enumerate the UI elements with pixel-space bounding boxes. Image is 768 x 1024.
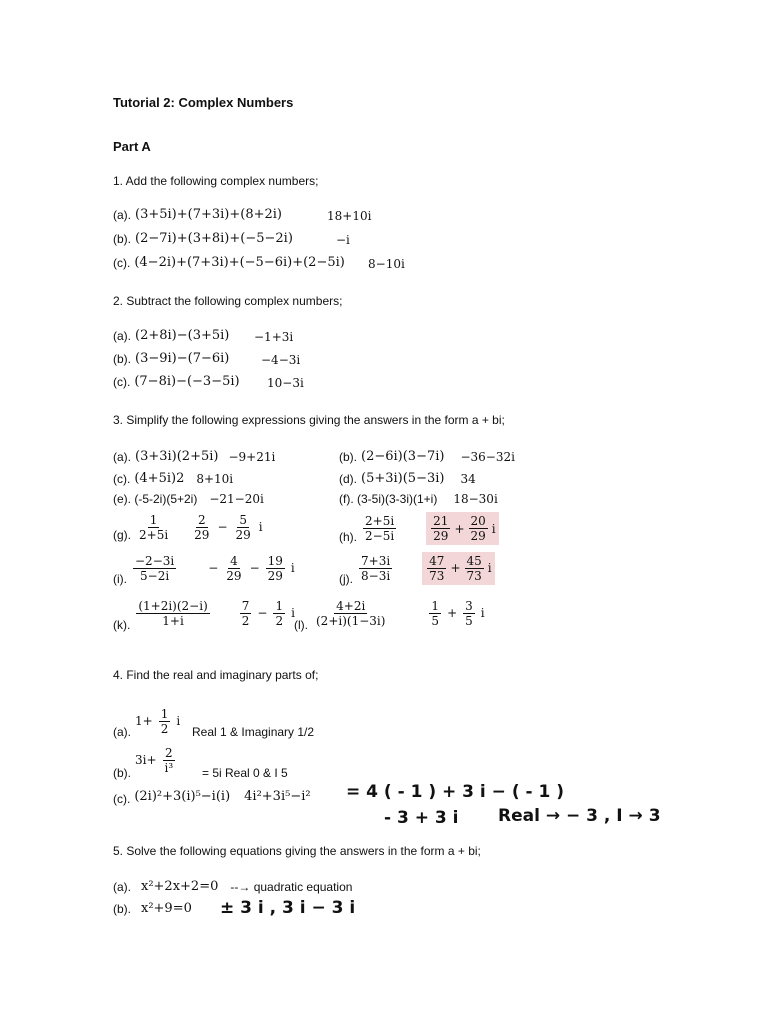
q1b-expr: (2−7i)+(3+8i)+(−5−2i) — [135, 231, 293, 246]
q5-prompt: 5. Solve the following equations giving the answers in the form a + bi; — [113, 844, 481, 858]
q2c — [113, 374, 240, 389]
q4c-handwritten-line1: = 4 ( - 1 ) + 3 i − ( - 1 ) — [346, 782, 565, 802]
q4b-fraction: $\frac{2}{\text{i³}}$ — [164, 745, 174, 775]
q3c-expr: (4+5i)2 — [134, 471, 185, 486]
q3i-answer-real: $\frac{4}{29}$ — [226, 553, 242, 583]
q1c-answer: 8−10i — [368, 257, 405, 271]
q3j — [339, 550, 495, 586]
q2b-answer: −4−3i — [261, 353, 301, 367]
q3i-fraction: $\frac{-2-3i}{5-2i}$ — [135, 553, 175, 583]
q4b-label: (b). — [113, 766, 131, 780]
q3d-answer: 34 — [460, 471, 476, 486]
q1b-label: (b). — [113, 231, 131, 246]
q3g — [113, 512, 263, 542]
q3h — [339, 512, 499, 545]
q3k-fraction: $\frac{(1+2i)(2-i)}{1+i}$ — [138, 598, 208, 628]
q3h-label: (h). — [339, 529, 357, 544]
q4b-answer: = 5i Real 0 & I 5 — [202, 766, 288, 780]
q5a-label: (a). — [113, 879, 131, 894]
q3a-label: (a). — [113, 449, 131, 464]
q3h-fraction: $\frac{2+5i}{2-5i}$ — [365, 514, 395, 543]
q4c-handwritten-line2: - 3 + 3 i — [384, 808, 459, 828]
q3h-answer-real: $\frac{21}{29}$ — [433, 514, 449, 543]
q3e-label: (e). (-5-2i)(5+2i) — [113, 492, 198, 506]
q3b-label: (b). — [339, 449, 357, 464]
q4a-lead: 1+ — [135, 714, 153, 728]
q3l-fraction: $\frac{4+2i}{(2+i)(1-3i)}$ — [316, 598, 386, 628]
q3i-answer-sign: − — [208, 561, 219, 575]
q5a-expr: x²+2x+2=0 — [141, 879, 219, 894]
q3h-answer-i: i — [491, 521, 496, 536]
q4c-label: (c). — [113, 792, 131, 806]
q3h-answer-imag: $\frac{20}{29}$ — [470, 514, 486, 543]
q4c — [113, 786, 311, 806]
q3k-answer-op: − — [257, 606, 268, 620]
q3l-label: (l). — [294, 618, 308, 632]
q4a-tail: i — [176, 714, 181, 728]
q3g-answer-i: i — [258, 520, 263, 534]
q3i-answer-i: i — [290, 561, 295, 575]
q3c-answer: 8+10i — [196, 471, 234, 486]
q1-prompt: 1. Add the following complex numbers; — [113, 174, 319, 188]
q3i-answer-imag: $\frac{19}{29}$ — [267, 553, 283, 583]
q3k-label: (k). — [113, 618, 131, 632]
q4a-label: (a). — [113, 725, 131, 739]
q3g-label: (g). — [113, 528, 131, 542]
q3k — [113, 594, 295, 632]
q3l-answer-real: $\frac{1}{5}$ — [431, 598, 440, 628]
q3i-label: (i). — [113, 572, 127, 586]
q3i-answer-op: − — [249, 561, 260, 575]
q2c-label: (c). — [113, 374, 131, 389]
q3h-answer-highlight — [426, 512, 498, 545]
q1a — [113, 207, 282, 222]
q1c — [113, 255, 345, 270]
q4-prompt: 4. Find the real and imaginary parts of; — [113, 668, 319, 682]
q3g-answer-imag: $\frac{5}{29}$ — [235, 512, 251, 542]
q5b-label: (b). — [113, 901, 131, 916]
q2-prompt: 2. Subtract the following complex numbers; — [113, 294, 343, 308]
q5a — [113, 879, 352, 894]
q2a-label: (a). — [113, 328, 131, 343]
q4c-handwritten-line3: Real → − 3 , I → 3 — [498, 806, 661, 826]
q3k-answer-i: i — [291, 606, 295, 620]
q3f-label: (f). (3-5i)(3-3i)(1+i) — [339, 492, 438, 506]
q3k-answer-real: $\frac{7}{2}$ — [241, 598, 250, 628]
q1c-label: (c). — [113, 255, 131, 270]
q4a-answer: Real 1 & Imaginary 1/2 — [192, 725, 315, 739]
q4c-expr: (2i)²+3(i)⁵−i(i) — [134, 788, 231, 804]
q3g-answer-op: − — [217, 520, 228, 534]
q4a — [113, 703, 180, 739]
q3j-answer-imag: $\frac{45}{73}$ — [466, 553, 482, 583]
q4a-fraction: $\frac{1}{2}$ — [160, 706, 169, 736]
q3-prompt: 3. Simplify the following expressions giving the answers in the form a + bi; — [113, 413, 505, 427]
q3e — [113, 492, 264, 506]
q5b-handwritten: ± 3 i , 3 i − 3 i — [220, 898, 356, 918]
q5b — [113, 901, 192, 916]
q2a-expr: (2+8i)−(3+5i) — [135, 328, 230, 343]
q3l-answer-i: i — [480, 606, 485, 620]
part-heading: Part A — [113, 139, 151, 154]
page-title: Tutorial 2: Complex Numbers — [113, 95, 294, 110]
q3a-answer: −9+21i — [228, 449, 276, 464]
q3j-answer-real: $\frac{47}{73}$ — [429, 553, 445, 583]
q2b-label: (b). — [113, 351, 131, 366]
q3j-fraction: $\frac{7+3i}{8-3i}$ — [361, 553, 391, 583]
q5b-expr: x²+9=0 — [141, 901, 192, 916]
q4b-lead: 3i+ — [135, 753, 157, 767]
q3f-answer: 18−30i — [453, 492, 498, 506]
q3e-answer: −21−20i — [209, 492, 264, 506]
q3b — [339, 449, 515, 464]
q1a-answer: 18+10i — [327, 209, 372, 223]
q3j-answer-op: + — [450, 561, 461, 575]
q3j-answer-i: i — [487, 561, 492, 575]
q2a — [113, 328, 229, 343]
q3h-answer-op: + — [454, 521, 465, 536]
q5a-note: --→ quadratic equation — [230, 879, 353, 894]
q2c-expr: (7−8i)−(−3−5i) — [134, 374, 240, 389]
q3d-label: (d). — [339, 471, 357, 486]
q2c-answer: 10−3i — [267, 376, 304, 390]
q3a-expr: (3+3i)(2+5i) — [135, 449, 219, 464]
q1a-label: (a). — [113, 207, 131, 222]
q3c — [113, 471, 233, 486]
q1b-answer: −i — [336, 233, 350, 247]
q3l — [294, 594, 485, 632]
q3b-answer: −36−32i — [460, 449, 515, 464]
q3g-answer-real: $\frac{2}{29}$ — [194, 512, 210, 542]
q3a — [113, 449, 275, 464]
q3l-answer-imag: $\frac{3}{5}$ — [465, 598, 473, 628]
q3g-fraction: $\frac{1}{2+5i}$ — [139, 512, 169, 542]
q3i — [113, 550, 295, 586]
q3d-expr: (5+3i)(5−3i) — [361, 471, 445, 486]
q3d — [339, 471, 476, 486]
q1b — [113, 231, 293, 246]
q3f — [339, 492, 498, 506]
q4b — [113, 740, 177, 780]
q1a-expr: (3+5i)+(7+3i)+(8+2i) — [135, 207, 282, 222]
q4c-expr2: 4i²+3i⁵−i² — [244, 788, 311, 804]
q3j-answer-highlight — [422, 552, 494, 585]
q2b-expr: (3−9i)−(7−6i) — [135, 351, 230, 366]
q3k-answer-imag: $\frac{1}{2}$ — [275, 598, 284, 628]
q3b-expr: (2−6i)(3−7i) — [361, 449, 445, 464]
q2b — [113, 351, 229, 366]
q3c-label: (c). — [113, 471, 131, 486]
q1c-expr: (4−2i)+(7+3i)+(−5−6i)+(2−5i) — [134, 255, 345, 270]
q3l-answer-op: + — [447, 606, 458, 620]
q3j-label: (j). — [339, 572, 353, 586]
q2a-answer: −1+3i — [254, 330, 294, 344]
